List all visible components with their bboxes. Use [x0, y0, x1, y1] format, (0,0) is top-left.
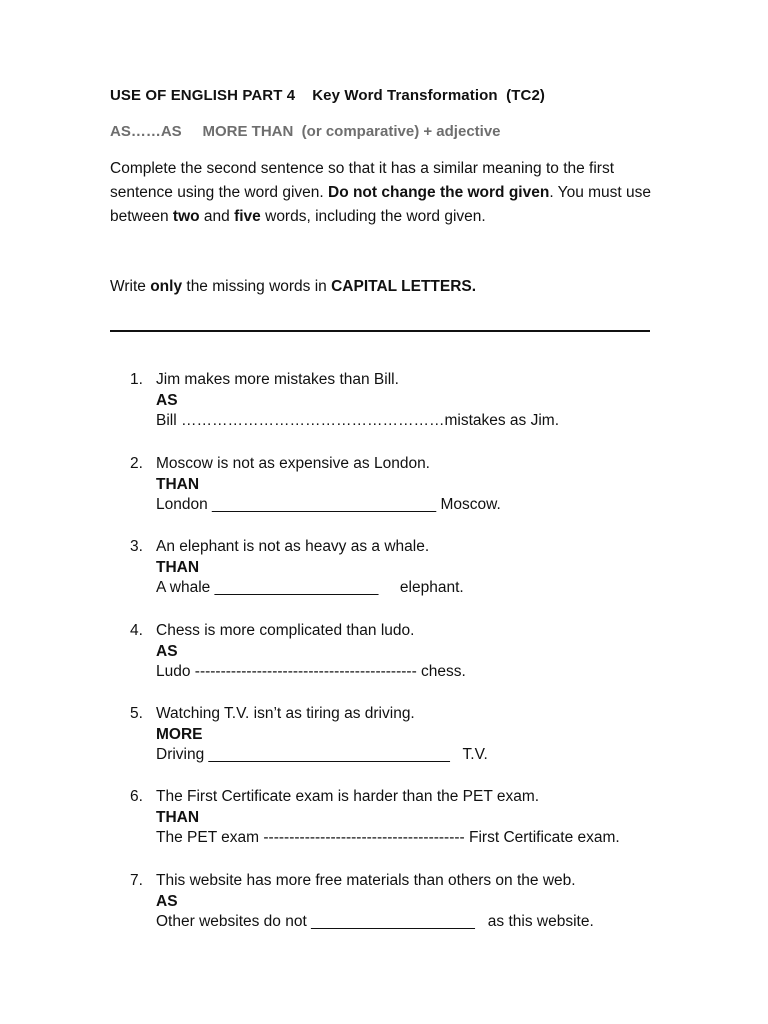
- instructions-text: and: [199, 208, 235, 225]
- question-sentence: Chess is more complicated than ludo.: [156, 622, 415, 639]
- question-item: [130, 704, 488, 766]
- instructions-emphasis: two: [172, 208, 200, 225]
- instructions-text: Complete the second sentence so that it has a similar meaning to the first sentence using the word given.: [110, 160, 615, 201]
- question-number: 5.: [130, 705, 143, 722]
- question-sentence: Watching T.V. isn’t as tiring as driving.: [156, 705, 415, 722]
- instructions-emphasis: five: [234, 208, 261, 225]
- key-word: AS: [156, 391, 178, 409]
- write-text: the missing words in: [182, 278, 332, 295]
- page-subtitle: AS……AS MORE THAN (or comparative) + adjective: [110, 123, 501, 140]
- answer-line: Other websites do not ___________________ as this website.: [156, 913, 594, 930]
- question-item: [130, 370, 559, 432]
- question-item: [130, 621, 466, 683]
- question-number: 2.: [130, 455, 143, 472]
- question-number: 1.: [130, 371, 143, 388]
- page-title: USE OF ENGLISH PART 4 Key Word Transformation (TC2): [110, 87, 545, 104]
- key-word: THAN: [156, 558, 200, 576]
- question-item: [130, 871, 594, 933]
- question-sentence: The First Certificate exam is harder than the PET exam.: [156, 788, 540, 805]
- divider-rule: [110, 330, 650, 332]
- question-number: 6.: [130, 788, 143, 805]
- instructions-emphasis: Do not change the word given: [328, 184, 550, 201]
- instructions-text: . You must use between: [110, 184, 652, 225]
- answer-line: A whale ___________________ elephant.: [156, 579, 464, 596]
- question-item: [130, 787, 620, 849]
- answer-line: Driving ____________________________ T.V.: [156, 746, 488, 763]
- write-instruction: [110, 278, 476, 296]
- key-word: MORE: [156, 725, 203, 743]
- key-word: AS: [156, 642, 178, 660]
- write-text: Write: [110, 278, 151, 295]
- write-emphasis: only: [150, 278, 183, 295]
- question-item: [130, 537, 464, 599]
- key-word: THAN: [156, 475, 200, 493]
- question-number: 7.: [130, 872, 143, 889]
- answer-line: London __________________________ Moscow.: [156, 496, 501, 513]
- question-sentence: An elephant is not as heavy as a whale.: [156, 538, 430, 555]
- write-emphasis: CAPITAL LETTERS.: [331, 278, 477, 295]
- question-sentence: Jim makes more mistakes than Bill.: [156, 371, 399, 388]
- question-sentence: Moscow is not as expensive as London.: [156, 455, 430, 472]
- question-item: [130, 454, 501, 516]
- question-sentence: This website has more free materials than others on the web.: [156, 872, 576, 889]
- key-word: THAN: [156, 808, 200, 826]
- instructions-text: words, including the word given.: [260, 208, 486, 225]
- answer-line: Ludo ------------------------------------------- chess.: [156, 663, 466, 680]
- question-number: 3.: [130, 538, 143, 555]
- question-number: 4.: [130, 622, 143, 639]
- answer-line: The PET exam --------------------------------------- First Certificate exam.: [156, 829, 620, 846]
- key-word: AS: [156, 892, 178, 910]
- answer-line: Bill ……………………………………………mistakes as Jim.: [156, 412, 560, 429]
- instructions-paragraph: [110, 157, 670, 229]
